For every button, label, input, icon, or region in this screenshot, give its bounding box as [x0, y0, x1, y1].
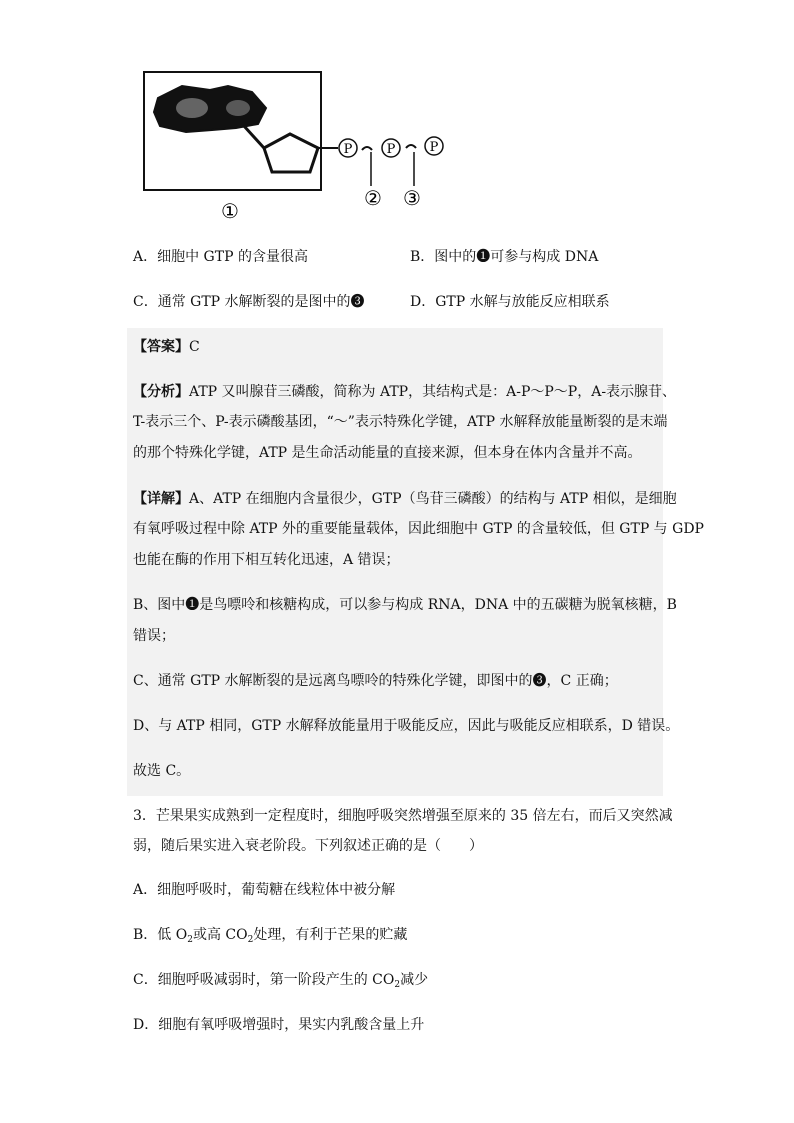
label-2: ②: [364, 186, 382, 210]
svg-text:P: P: [429, 140, 439, 155]
question3-option-b: B．低 $O_2$或高 $CO_2$处理，有利于芒果的贮藏: [133, 927, 408, 945]
answer-line: [133, 336, 200, 356]
gtp-structure-figure: [140, 68, 460, 228]
phosphate-3: [425, 137, 443, 155]
option-a: A．细胞中 GTP 的含量很高: [133, 249, 308, 265]
question3-option-c: C．细胞呼吸减弱时，第一阶段产生的 $CO_2$减少: [133, 972, 429, 990]
question3-option-d: D．细胞有氧呼吸增强时，果实内乳酸含量上升: [133, 1017, 425, 1033]
svg-text:P: P: [343, 142, 353, 157]
gtp-structure-diagram: [140, 68, 460, 228]
detail-c-line: C、通常 GTP 水解断裂的是远离鸟嘌呤的特殊化学键，即图中的❸，C 正确；: [133, 673, 618, 689]
question3-option-a: A．细胞呼吸时，葡萄糖在线粒体中被分解: [133, 882, 396, 898]
label-1: ①: [221, 199, 239, 223]
detail-a-line-3: 也能在酶的作用下相互转化迅速，A 错误；: [133, 552, 400, 568]
detail-tag: 【详解】: [133, 491, 189, 507]
analysis-tag: 【分析】: [133, 384, 189, 400]
detail-b-line-2: 错误；: [133, 628, 175, 644]
detail-b-line-1: B、图中❶是鸟嘌呤和核糖构成，可以参与构成 RNA，DNA 中的五碳糖为脱氧核糖，B: [133, 597, 677, 613]
analysis-line-2: T-表示三个、P-表示磷酸基团，“～”表示特殊化学键，ATP 水解释放能量断裂的是末端: [133, 414, 668, 430]
detail-conclusion: 故选 C。: [133, 763, 191, 779]
phosphate-1: [339, 139, 357, 157]
detail-a-line-2: 有氧呼吸过程中除 ATP 外的重要能量载体，因此细胞中 GTP 的含量较低，但 GTP 与 GDP: [133, 521, 704, 537]
answer-value: C: [189, 339, 200, 355]
detail-d-line: D、与 ATP 相同，GTP 水解释放能量用于吸能反应，因此与吸能反应相联系，D 错误。: [133, 718, 680, 734]
option-c: C．通常 GTP 水解断裂的是图中的❸: [133, 294, 365, 310]
ribose-ring: [264, 134, 318, 172]
detail-a-line-1: 【详解】A、ATP 在细胞内含量很少，GTP（鸟苷三磷酸）的结构与 ATP 相似，是细胞: [133, 491, 677, 507]
label-3: ③: [403, 186, 421, 210]
analysis-line-1: 【分析】ATP 又叫腺苷三磷酸，简称为 ATP，其结构式是：A-P～P～P，A-表示腺苷、: [133, 384, 677, 400]
answer-tag: 【答案】: [133, 339, 189, 355]
svg-text:P: P: [386, 142, 396, 157]
option-d: D．GTP 水解与放能反应相联系: [410, 294, 610, 310]
question3-stem-line-1: 3．芒果果实成熟到一定程度时，细胞呼吸突然增强至原来的 35 倍左右，而后又突然减: [133, 808, 673, 824]
question3-stem-line-2: 弱，随后果实进入衰老阶段。下列叙述正确的是（ ）: [133, 838, 483, 854]
option-b: B．图中的❶可参与构成 DNA: [410, 249, 599, 265]
analysis-line-3: 的那个特殊化学键，ATP 是生命活动能量的直接来源，但本身在体内含量并不高。: [133, 445, 642, 461]
phosphate-2: [382, 139, 400, 157]
